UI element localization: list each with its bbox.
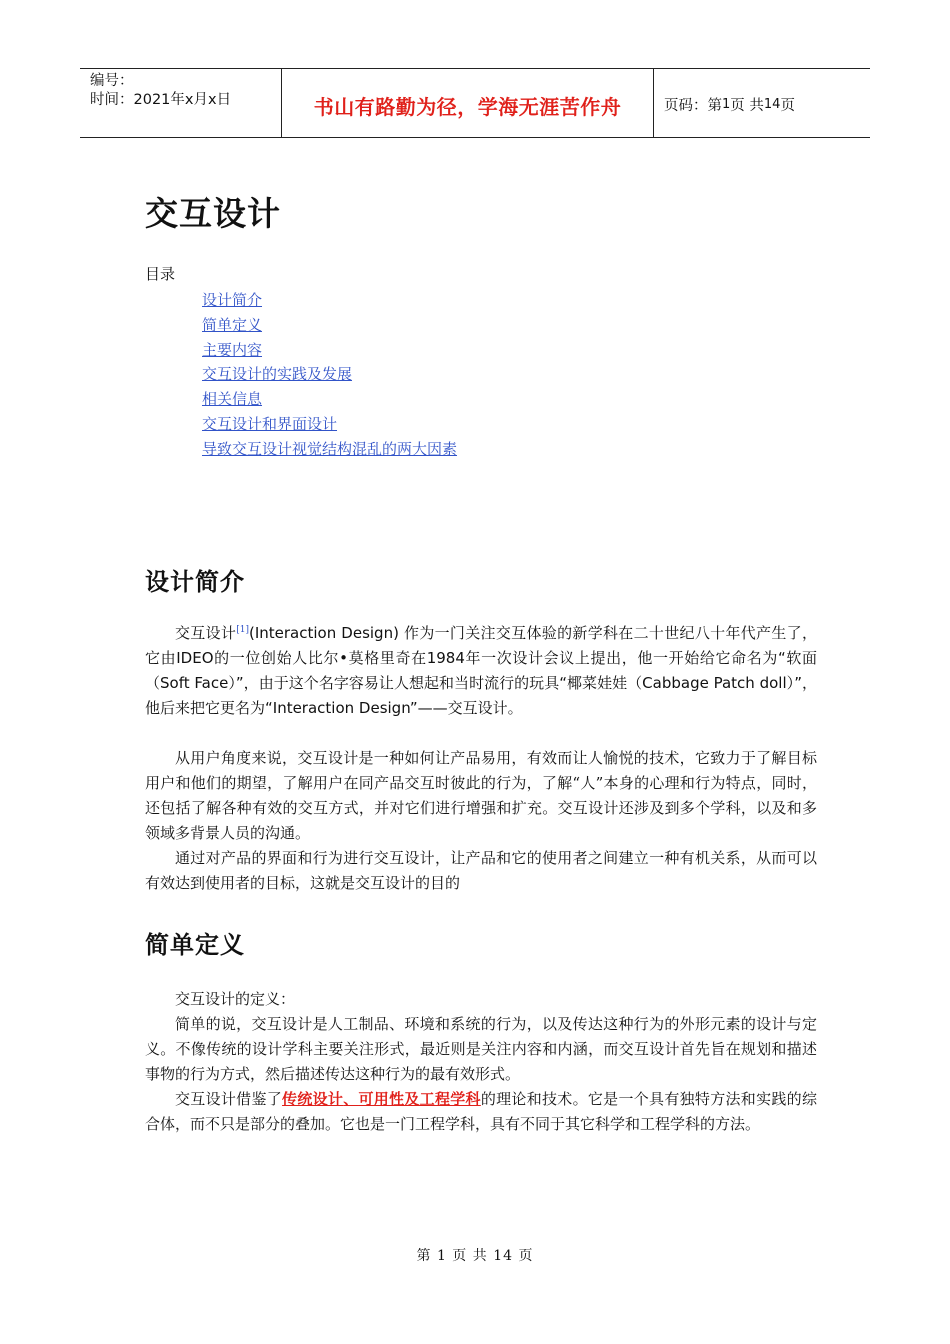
paragraph [145, 621, 817, 721]
page-total: 14 [763, 96, 781, 112]
page-title: 交互设计 [145, 194, 281, 233]
reference-link[interactable]: [1] [236, 625, 249, 635]
section-heading-simple-definition: 简单定义 [145, 931, 245, 959]
document-header [80, 68, 870, 138]
page-current: 1 [722, 96, 731, 112]
toc-item [202, 387, 457, 412]
link-usability-engineering[interactable]: 可用性及工程学科 [358, 1090, 481, 1108]
time-label: 时间： [90, 92, 134, 108]
paragraph-text: 交互设计 [175, 624, 237, 642]
page-footer: 第 1 页 共 14 页 [416, 1248, 534, 1264]
link-traditional-design[interactable]: 传统设计 [282, 1090, 344, 1108]
toc-item [202, 288, 457, 313]
toc-link-interaction-and-ui[interactable]: 交互设计和界面设计 [202, 414, 338, 433]
paragraph: 从用户角度来说，交互设计是一种如何让产品易用，有效而让人愉悦的技术，它致力于了解目标用户和他们的期望，了解用户在同产品交互时彼此的行为，了解“人”本身的心理和行为特点，同时，还包括了解各种有效的交互方式，并对它们进行增强和扩充。交互设计还涉及到多个学科，以及和多领域多背景人员的沟通。 [145, 749, 817, 842]
toc-item [202, 362, 457, 387]
link-separator: 、 [343, 1090, 359, 1108]
toc-link-design-intro[interactable]: 设计简介 [202, 291, 263, 309]
section-heading-design-intro: 设计简介 [145, 568, 245, 596]
paragraph: 交互设计的定义： [175, 990, 296, 1008]
paragraph-text: 交互设计借鉴了 [175, 1090, 283, 1108]
header-motto-cell [282, 69, 654, 137]
table-of-contents [202, 288, 457, 462]
toc-item [202, 313, 457, 338]
header-page-info [654, 69, 870, 137]
paragraph: 简单的说，交互设计是人工制品、环境和系统的行为，以及传达这种行为的外形元素的设计与定义。不像传统的设计学科主要关注形式，最近则是关注内容和内涵，而交互设计首先旨在规划和描述事物的行为方式，然后描述传达这种行为的最有效形式。 [145, 1015, 817, 1083]
toc-item [202, 437, 457, 462]
toc-item [202, 338, 457, 363]
toc-label: 目录 [145, 265, 176, 283]
toc-link-related-info[interactable]: 相关信息 [202, 390, 263, 409]
serial-label: 编号： [90, 73, 134, 89]
toc-link-main-content[interactable]: 主要内容 [202, 340, 263, 359]
header-meta [80, 69, 282, 137]
time-value: 2021年x月x日 [133, 92, 232, 108]
toc-link-visual-confusion[interactable]: 导致交互设计视觉结构混乱的两大因素 [202, 439, 458, 458]
toc-item [202, 412, 457, 437]
motto: 书山有路勤为径，学海无涯苦作舟 [313, 94, 622, 119]
page-prefix: 页码：第 [664, 97, 722, 114]
paragraph-text: 的理论和技术。它是一个具有独特方法和实践的综合体，而不只是部分的叠加。它也是一门工程学科，具有不同于其它科学和工程学科的方法。 [145, 1090, 817, 1133]
toc-link-practice-development[interactable]: 交互设计的实践及发展 [202, 365, 353, 384]
toc-link-simple-definition[interactable]: 简单定义 [202, 315, 263, 334]
page-mid: 页 共 [730, 97, 764, 114]
paragraph-text: (Interaction Design) 作为一门关注交互体验的新学科在二十世纪八十年代产生了，它由IDEO的一位创始人比尔•莫格里奇在1984年一次设计会议上提出，他一开始给它命名为“软面（Soft Face）”，由于这个名字容易让人想起和当时流行的玩具“椰菜娃娃（Cabbage Patch doll）”，他后来把它更名为“Interaction Design”——交互设计。 [145, 624, 817, 717]
paragraph [145, 1087, 817, 1137]
paragraph: 通过对产品的界面和行为进行交互设计，让产品和它的使用者之间建立一种有机关系，从而可以有效达到使用者的目标，这就是交互设计的目的 [145, 849, 817, 892]
page-suffix: 页 [780, 97, 795, 114]
time-line [90, 91, 281, 110]
